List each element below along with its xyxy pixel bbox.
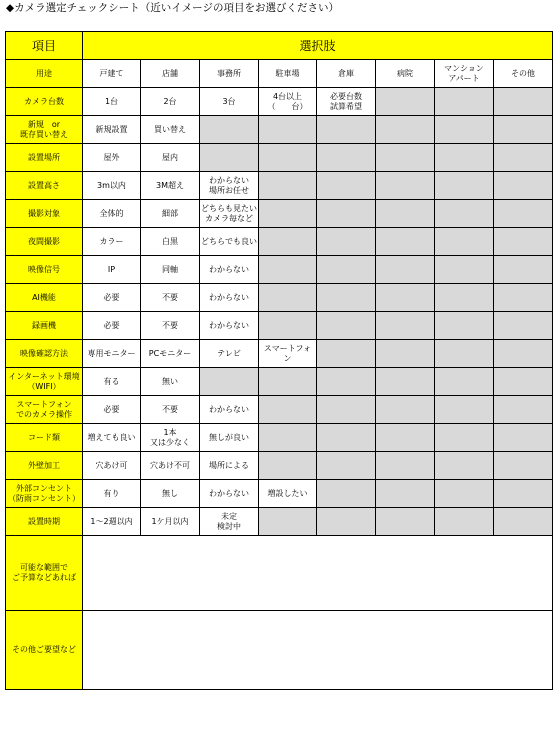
empty-cell [317,256,376,284]
empty-cell [317,508,376,536]
empty-cell [494,144,553,172]
option-cell[interactable]: 必要 [83,284,141,312]
row-label: その他ご要望など [6,611,83,690]
empty-cell [494,368,553,396]
table-row [6,312,553,340]
empty-cell [376,312,435,340]
option-cell[interactable]: 穴あけ不可 [141,452,200,480]
empty-cell [317,200,376,228]
row-label: 外壁加工 [6,452,83,480]
row-label: 設置高さ [6,172,83,200]
option-cell[interactable]: 全体的 [83,200,141,228]
option-cell[interactable]: 有る [83,368,141,396]
empty-cell [376,480,435,508]
option-cell[interactable]: どちらも見たい カメラ毎など [200,200,259,228]
row-label: 可能な範囲で ご予算などあれば [6,536,83,611]
option-cell[interactable]: 未定 検討中 [200,508,259,536]
option-cell[interactable]: 必要 [83,312,141,340]
table-row [6,340,553,368]
table-row [6,480,553,508]
option-cell[interactable]: 必要台数 試算希望 [317,88,376,116]
empty-cell [376,144,435,172]
empty-cell [494,116,553,144]
sheet-title: ◆カメラ選定チェックシート（近いイメージの項目をお選びください） [6,2,339,14]
row-label: コード類 [6,424,83,452]
table-row [6,144,553,172]
option-cell[interactable]: PCモニター [141,340,200,368]
option-cell[interactable]: 無しが良い [200,424,259,452]
empty-cell [494,340,553,368]
empty-cell [435,312,494,340]
empty-cell [259,508,317,536]
empty-cell [200,144,259,172]
option-cell[interactable]: 3m以内 [83,172,141,200]
row-label: 夜間撮影 [6,228,83,256]
table-row [6,424,553,452]
empty-cell [376,424,435,452]
option-cell[interactable]: 新規設置 [83,116,141,144]
free-text-area[interactable] [83,611,553,690]
option-cell[interactable]: 1本 又は少なく [141,424,200,452]
empty-cell [317,172,376,200]
empty-cell [435,284,494,312]
option-cell[interactable]: 4台以上 （ 台） [259,88,317,116]
empty-cell [317,368,376,396]
option-cell[interactable]: 穴あけ可 [83,452,141,480]
empty-cell [317,480,376,508]
option-cell[interactable]: 有り [83,480,141,508]
empty-cell [259,368,317,396]
table-row [6,228,553,256]
empty-cell [494,88,553,116]
empty-cell [494,396,553,424]
empty-cell [376,368,435,396]
empty-cell [435,368,494,396]
empty-cell [317,424,376,452]
empty-cell [494,200,553,228]
empty-cell [376,340,435,368]
option-cell[interactable]: 2台 [141,88,200,116]
empty-cell [435,452,494,480]
empty-cell [317,396,376,424]
empty-cell [259,116,317,144]
option-cell[interactable]: 不要 [141,312,200,340]
option-cell[interactable]: 必要 [83,396,141,424]
empty-cell [494,172,553,200]
empty-cell [376,88,435,116]
option-cell[interactable]: わからない 場所お任せ [200,172,259,200]
empty-cell [317,312,376,340]
empty-cell [200,368,259,396]
empty-cell [259,452,317,480]
option-cell[interactable]: テレビ [200,340,259,368]
header-row [6,32,553,60]
empty-cell [435,508,494,536]
option-cell[interactable]: その他 [494,60,553,88]
empty-cell [494,312,553,340]
option-cell[interactable]: 細部 [141,200,200,228]
option-cell[interactable]: 無し [141,480,200,508]
empty-cell [317,340,376,368]
table-row [6,284,553,312]
option-cell[interactable]: 買い替え [141,116,200,144]
row-label: 外部コンセント （防雨コンセント） [6,480,83,508]
checklist-table [5,31,553,690]
table-row [6,172,553,200]
empty-cell [259,172,317,200]
option-cell[interactable]: 屋外 [83,144,141,172]
empty-cell [494,452,553,480]
table-row [6,60,553,88]
option-cell[interactable]: 倉庫 [317,60,376,88]
empty-cell [494,508,553,536]
empty-cell [259,284,317,312]
free-text-row [6,536,553,611]
option-cell[interactable]: 不要 [141,284,200,312]
option-cell[interactable]: 1台 [83,88,141,116]
option-cell[interactable]: 増設したい [259,480,317,508]
row-label: 映像信号 [6,256,83,284]
option-cell[interactable]: 戸建て [83,60,141,88]
option-cell[interactable]: IP [83,256,141,284]
option-cell[interactable]: マンション アパート [435,60,494,88]
option-cell[interactable]: わからない [200,284,259,312]
option-cell[interactable]: 3台 [200,88,259,116]
empty-cell [317,116,376,144]
row-label: 用途 [6,60,83,88]
empty-cell [376,200,435,228]
option-cell[interactable]: 店舗 [141,60,200,88]
option-cell[interactable]: 病院 [376,60,435,88]
empty-cell [259,424,317,452]
empty-cell [494,424,553,452]
row-label: カメラ台数 [6,88,83,116]
option-cell[interactable]: 1〜2週以内 [83,508,141,536]
empty-cell [435,480,494,508]
header-choices: 選択肢 [83,32,553,60]
option-cell[interactable]: 専用モニター [83,340,141,368]
empty-cell [494,480,553,508]
empty-cell [259,200,317,228]
row-label: スマートフォン でのカメラ操作 [6,396,83,424]
table-row [6,88,553,116]
option-cell[interactable]: 増えても良い [83,424,141,452]
option-cell[interactable]: 場所による [200,452,259,480]
empty-cell [435,396,494,424]
table-row [6,396,553,424]
free-text-area[interactable] [83,536,553,611]
empty-cell [435,116,494,144]
table-row [6,200,553,228]
option-cell[interactable]: 同軸 [141,256,200,284]
table-row [6,116,553,144]
empty-cell [200,116,259,144]
row-label: AI機能 [6,284,83,312]
empty-cell [317,228,376,256]
empty-cell [376,396,435,424]
empty-cell [376,452,435,480]
row-label: 録画機 [6,312,83,340]
empty-cell [317,284,376,312]
empty-cell [376,256,435,284]
empty-cell [317,144,376,172]
option-cell[interactable]: 事務所 [200,60,259,88]
option-cell[interactable]: 白黒 [141,228,200,256]
option-cell[interactable]: 屋内 [141,144,200,172]
table-row [6,508,553,536]
empty-cell [376,172,435,200]
empty-cell [435,424,494,452]
empty-cell [494,256,553,284]
option-cell[interactable]: 駐車場 [259,60,317,88]
empty-cell [435,228,494,256]
free-text-row [6,611,553,690]
empty-cell [259,312,317,340]
option-cell[interactable]: わからない [200,256,259,284]
option-cell[interactable]: 1ケ月以内 [141,508,200,536]
row-label: 映像確認方法 [6,340,83,368]
empty-cell [435,200,494,228]
empty-cell [435,88,494,116]
empty-cell [494,284,553,312]
empty-cell [259,228,317,256]
table-row [6,256,553,284]
empty-cell [259,144,317,172]
empty-cell [376,508,435,536]
option-cell[interactable]: 無い [141,368,200,396]
option-cell[interactable]: わからない [200,396,259,424]
empty-cell [376,116,435,144]
empty-cell [376,228,435,256]
option-cell[interactable]: わからない [200,480,259,508]
row-label: 設置時期 [6,508,83,536]
row-label: 設置場所 [6,144,83,172]
option-cell[interactable]: スマートフォン [259,340,317,368]
empty-cell [435,172,494,200]
empty-cell [435,256,494,284]
empty-cell [435,340,494,368]
option-cell[interactable]: どちらでも良い [200,228,259,256]
row-label: 新規 or 既存買い替え [6,116,83,144]
option-cell[interactable]: 3M超え [141,172,200,200]
option-cell[interactable]: わからない [200,312,259,340]
table-row [6,452,553,480]
option-cell[interactable]: 不要 [141,396,200,424]
empty-cell [317,452,376,480]
header-item: 項目 [6,32,83,60]
empty-cell [494,228,553,256]
empty-cell [435,144,494,172]
empty-cell [259,256,317,284]
row-label: インターネット環境 （WIFI） [6,368,83,396]
empty-cell [376,284,435,312]
row-label: 撮影対象 [6,200,83,228]
empty-cell [259,396,317,424]
table-row [6,368,553,396]
option-cell[interactable]: カラー [83,228,141,256]
